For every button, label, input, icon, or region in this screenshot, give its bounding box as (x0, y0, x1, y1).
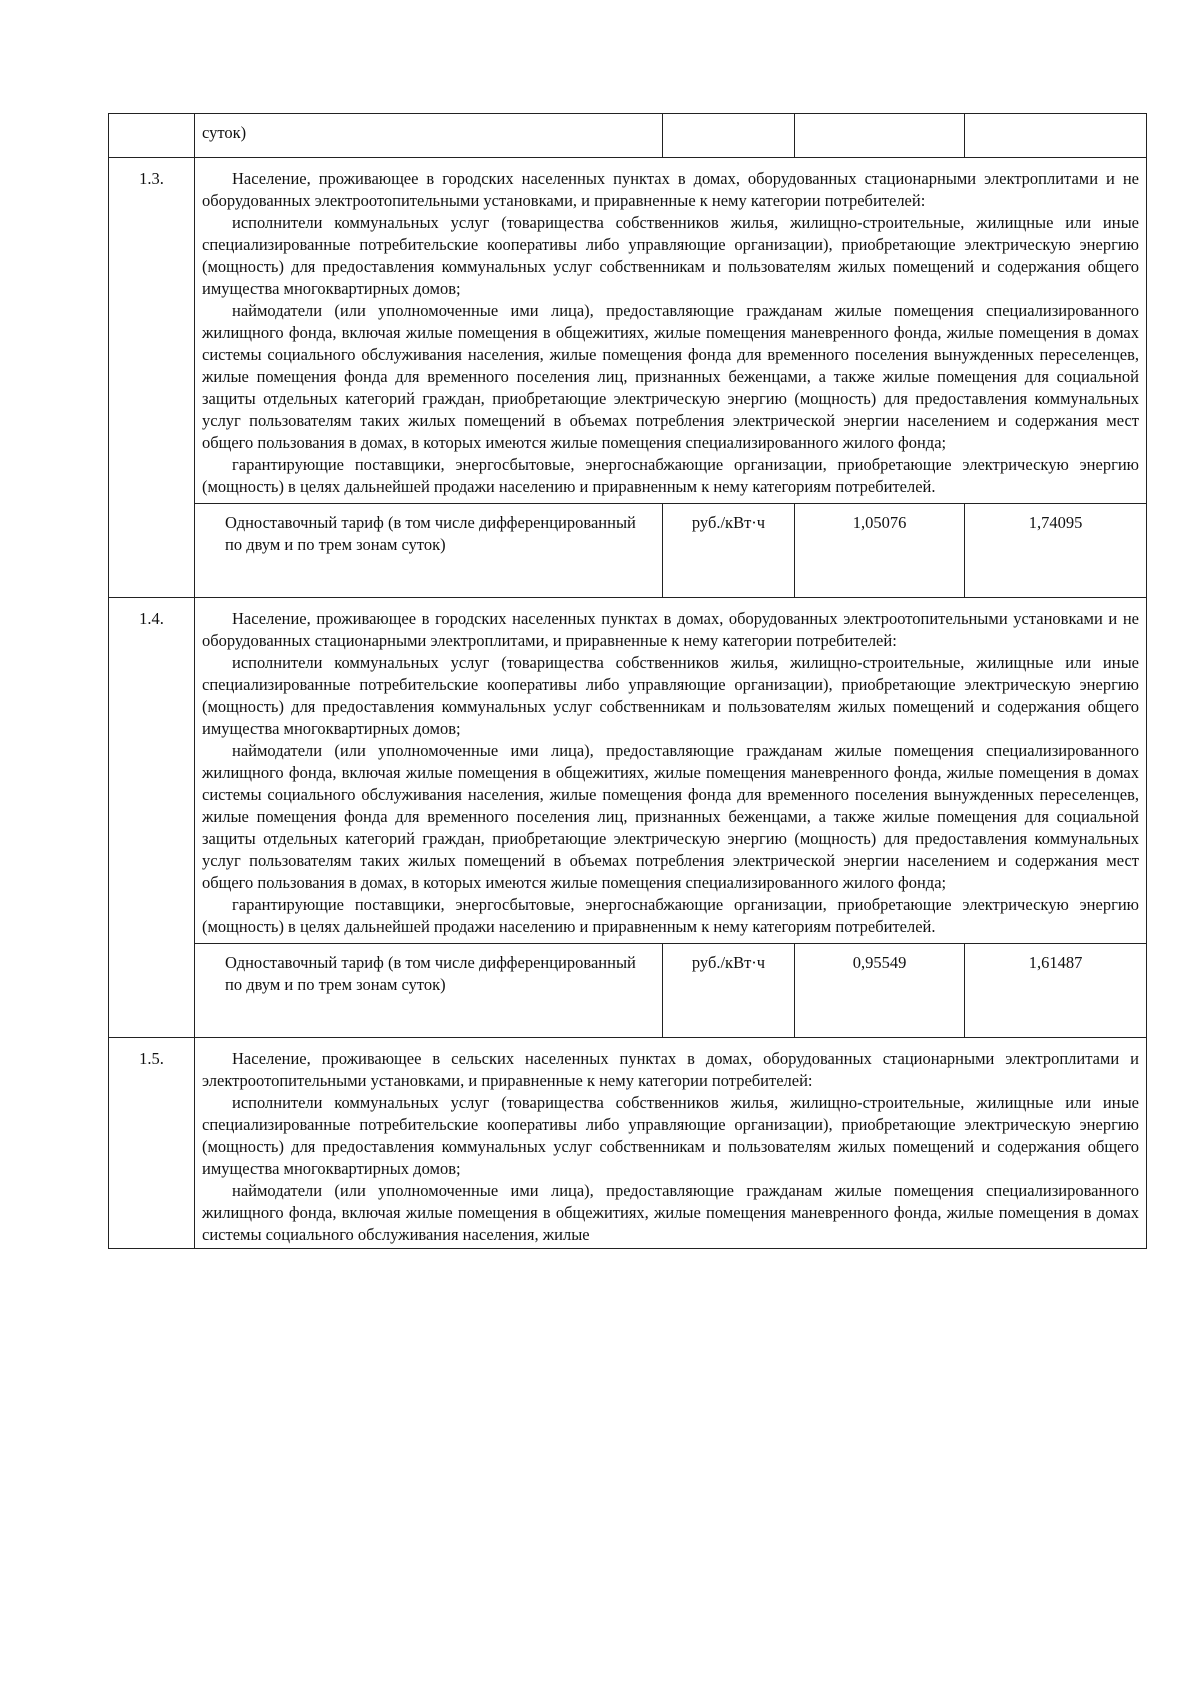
row-number-cell (109, 114, 195, 158)
description-paragraph: наймодатели (или уполномоченные ими лица), предоставляющие гражданам жилые помещения специализированного жилищного фонда, включая жилые помещения в общежитиях, жилые помещения маневренного фонда, жилые помещения в домах системы социального обслуживания населения, жилые (202, 1181, 1139, 1244)
tariff-table (108, 113, 1147, 1249)
tariff-name-cell: суток) (195, 114, 663, 158)
table-row-continued (109, 114, 1147, 158)
value1-cell: 0,95549 (795, 944, 965, 1038)
unit-cell: руб./кВт·ч (663, 944, 795, 1038)
section-number: 1.5. (109, 1038, 195, 1249)
description-paragraph: исполнители коммунальных услуг (товарищества собственников жилья, жилищно-строительные, жилищные или иные специализированные потребительские кооперативы либо управляющие организации), приобретающие электрическую энергию (мощность) для предоставления коммунальных услуг собственникам и пользователям жилых помещений и содержания общего имущества многоквартирных домов; (202, 213, 1139, 298)
value1-cell (795, 114, 965, 158)
section-description (195, 158, 1147, 504)
section-number: 1.3. (109, 158, 195, 598)
section-row-1-5 (109, 1038, 1147, 1249)
value1-cell: 1,05076 (795, 504, 965, 598)
description-paragraph: гарантирующие поставщики, энергосбытовые, энергоснабжающие организации, приобретающие электрическую энергию (мощность) в целях дальнейшей продажи населению и приравненным к нему категориям потребителей. (202, 895, 1139, 936)
description-paragraph: гарантирующие поставщики, энергосбытовые, энергоснабжающие организации, приобретающие электрическую энергию (мощность) в целях дальнейшей продажи населению и приравненным к нему категориям потребителей. (202, 455, 1139, 496)
section-description (195, 598, 1147, 944)
description-paragraph: Население, проживающее в сельских населенных пунктах в домах, оборудованных стационарными электроплитами и электроотопительными установками, и приравненные к нему категории потребителей: (202, 1049, 1139, 1090)
section-description (195, 1038, 1147, 1249)
description-paragraph: Население, проживающее в городских населенных пунктах в домах, оборудованных стационарными электроплитами и не оборудованных электроотопительными установками, и приравненные к нему категории потребителей: (202, 169, 1139, 210)
value2-cell (965, 114, 1147, 158)
tariff-row-1-4 (109, 944, 1147, 1038)
description-paragraph: Население, проживающее в городских населенных пунктах в домах, оборудованных электроотопительными установками и не оборудованных стационарными электроплитами, и приравненные к нему категории потребителей: (202, 609, 1139, 650)
section-number: 1.4. (109, 598, 195, 1038)
description-paragraph: наймодатели (или уполномоченные ими лица), предоставляющие гражданам жилые помещения специализированного жилищного фонда, включая жилые помещения в общежитиях, жилые помещения маневренного фонда, жилые помещения в домах системы социального обслуживания населения, жилые помещения фонда для временного поселения вынужденных переселенцев, жилые помещения фонда для временного поселения лиц, признанных беженцами, а также жилые помещения для социальной защиты отдельных категорий граждан, приобретающие электрическую энергию (мощность) для предоставления коммунальных услуг пользователям таких жилых помещений в объемах потребления электрической энергии населением и содержания мест общего пользования в домах, в которых имеются жилые помещения специализированного жилого фонда; (202, 741, 1139, 892)
tariff-name-cell: Одноставочный тариф (в том числе дифференцированный по двум и по трем зонам суток) (195, 944, 663, 1038)
value2-cell: 1,61487 (965, 944, 1147, 1038)
unit-cell (663, 114, 795, 158)
tariff-name-cell: Одноставочный тариф (в том числе дифференцированный по двум и по трем зонам суток) (195, 504, 663, 598)
description-paragraph: исполнители коммунальных услуг (товарищества собственников жилья, жилищно-строительные, жилищные или иные специализированные потребительские кооперативы либо управляющие организации), приобретающие электрическую энергию (мощность) для предоставления коммунальных услуг собственникам и пользователям жилых помещений и содержания общего имущества многоквартирных домов; (202, 1093, 1139, 1178)
tariff-row-1-3 (109, 504, 1147, 598)
value2-cell: 1,74095 (965, 504, 1147, 598)
section-row-1-4 (109, 598, 1147, 944)
unit-cell: руб./кВт·ч (663, 504, 795, 598)
section-row-1-3 (109, 158, 1147, 504)
description-paragraph: наймодатели (или уполномоченные ими лица), предоставляющие гражданам жилые помещения специализированного жилищного фонда, включая жилые помещения в общежитиях, жилые помещения маневренного фонда, жилые помещения в домах системы социального обслуживания населения, жилые помещения фонда для временного поселения вынужденных переселенцев, жилые помещения фонда для временного поселения лиц, признанных беженцами, а также жилые помещения для социальной защиты отдельных категорий граждан, приобретающие электрическую энергию (мощность) для предоставления коммунальных услуг пользователям таких жилых помещений в объемах потребления электрической энергии населением и содержания мест общего пользования в домах, в которых имеются жилые помещения специализированного жилого фонда; (202, 301, 1139, 452)
description-paragraph: исполнители коммунальных услуг (товарищества собственников жилья, жилищно-строительные, жилищные или иные специализированные потребительские кооперативы либо управляющие организации), приобретающие электрическую энергию (мощность) для предоставления коммунальных услуг собственникам и пользователям жилых помещений и содержания общего имущества многоквартирных домов; (202, 653, 1139, 738)
